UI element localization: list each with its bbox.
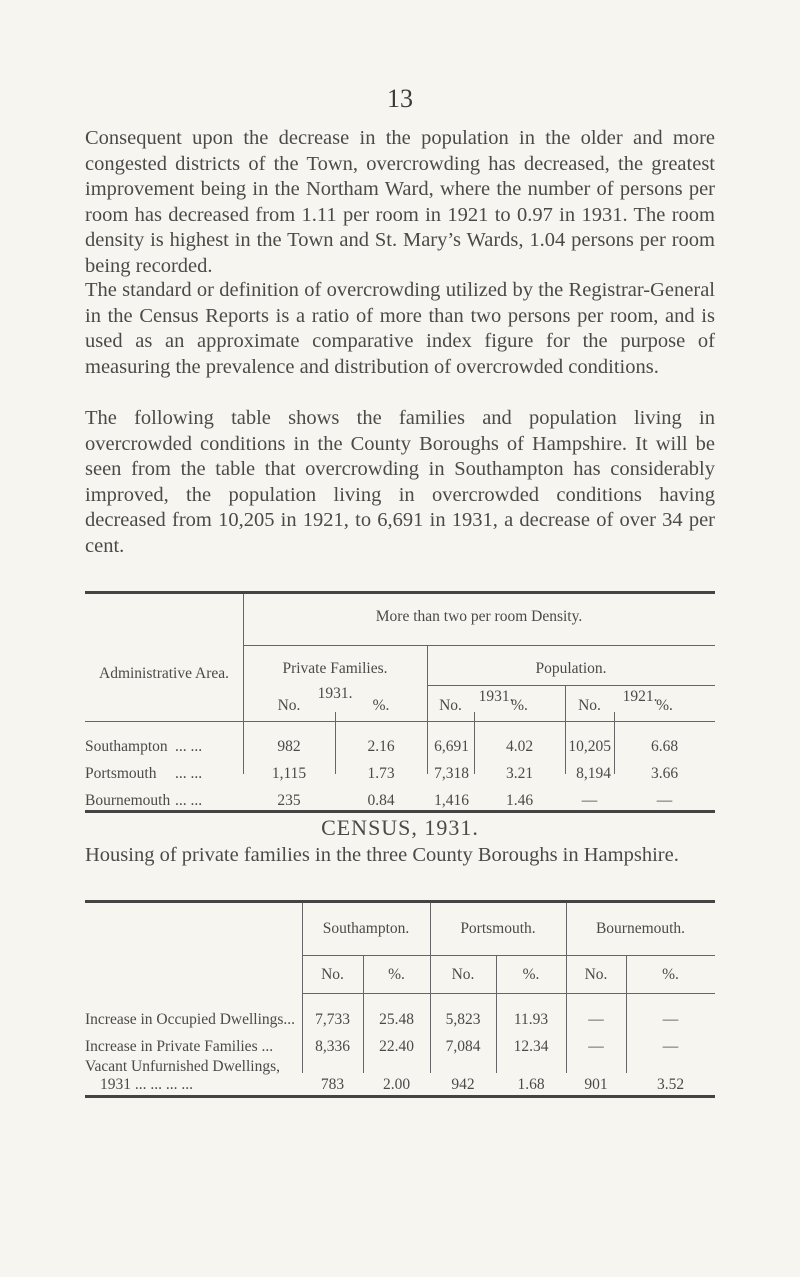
header-southampton: Southampton. — [322, 920, 410, 937]
row-p21-no: — — [581, 792, 598, 809]
row-p21-pct: — — [656, 792, 673, 809]
row-b-pct: 3.52 — [656, 1076, 685, 1093]
row-pf-pct: 0.84 — [367, 792, 395, 809]
header-density: More than two per room Density. — [375, 608, 583, 625]
row-dots: ... ... — [175, 738, 203, 755]
table2-bottom-rule — [85, 1095, 715, 1098]
row-pf-no: 1,115 — [271, 765, 307, 782]
row-p21-pct: 6.68 — [650, 738, 679, 755]
table1-rule-header — [85, 721, 715, 722]
row-p-pct: 12.34 — [513, 1038, 549, 1055]
row-b-no: — — [588, 1038, 604, 1055]
row-pf-no: 982 — [277, 738, 301, 755]
header-portsmouth: Portsmouth. — [460, 920, 536, 937]
col-pct-b: %. — [662, 966, 679, 983]
census-title: CENSUS, 1931. — [321, 815, 479, 840]
row-label-cont: 1931 ... ... ... ... — [100, 1076, 193, 1093]
row-label: Vacant Unfurnished Dwellings, — [85, 1058, 280, 1075]
table1-bottom-rule — [85, 810, 715, 813]
col-no-p21: No. — [578, 697, 601, 714]
header-private-families: Private Families. — [282, 660, 388, 677]
row-area: Bournemouth — [85, 792, 171, 809]
table2-rule-header — [302, 993, 715, 994]
paragraph-2: The standard or definition of overcrowding utilized by the Registrar-General in the Census Reports is a ratio of more than two persons per room, and is used as an approximate comparative index figure for the purpose of measuring the prevalence and distribution of overcrowded conditions. — [85, 279, 715, 378]
row-area: Portsmouth — [85, 765, 157, 782]
row-b-no: — — [588, 1011, 604, 1028]
row-s-pct: 2.00 — [382, 1076, 411, 1093]
year-pop-1921: 1921. — [622, 688, 658, 705]
row-p-pct: 11.93 — [513, 1011, 549, 1028]
year-pop-1931: 1931. — [478, 688, 514, 705]
paragraph-3: The following table shows the families and population living in overcrowded conditions in the County Boroughs of Hampshire. It will be seen from the table that overcrowding in Southampton has considerably improved, the population living in overcrowded conditions having decreased from 10,205 in 1921, to 6,691 in 1931, a decrease of over 34 per cent. — [85, 407, 715, 557]
table2-top-rule — [85, 900, 715, 903]
col-no-p: No. — [451, 966, 475, 983]
row-s-pct: 25.48 — [379, 1011, 414, 1028]
table1-top-rule — [85, 591, 715, 594]
table1-rule-pop — [427, 685, 715, 686]
col-pct-p31: %. — [511, 697, 528, 714]
row-pf-no: 235 — [277, 792, 301, 809]
row-pf-pct: 2.16 — [367, 738, 395, 755]
row-s-no: 8,336 — [315, 1038, 350, 1055]
paragraph-1: Consequent upon the decrease in the population in the older and more congested districts of the Town, overcrowding has decreased, the greatest improvement being in the Northam Ward, where the number of persons per room has decreased from 1.11 per room in 1921 to 0.97 in 1931. The room density is highest in the Town and St. Mary’s Wards, 1.04 persons per room being recorded. — [85, 127, 715, 277]
row-p-no: 5,823 — [445, 1011, 481, 1028]
table1-rule-density — [243, 645, 715, 646]
row-s-pct: 22.40 — [379, 1038, 414, 1055]
row-p21-no: 10,205 — [568, 738, 611, 755]
row-area: Southampton — [85, 738, 168, 755]
header-admin-area: Administrative Area. — [99, 665, 229, 682]
row-p21-no: 8,194 — [576, 765, 611, 782]
year-private-1931: 1931. — [317, 685, 353, 702]
row-p31-pct: 1.46 — [505, 792, 534, 809]
row-label: Increase in Occupied Dwellings... — [85, 1011, 296, 1028]
row-s-no: 7,733 — [315, 1011, 350, 1028]
row-s-no: 783 — [320, 1076, 345, 1093]
row-pf-pct: 1.73 — [367, 765, 395, 782]
row-p31-no: 6,691 — [434, 738, 469, 755]
row-label: Increase in Private Families ... — [85, 1038, 274, 1055]
row-b-no: 901 — [584, 1076, 608, 1093]
row-b-pct: — — [662, 1038, 679, 1055]
header-population: Population. — [535, 660, 607, 677]
col-no-pf: No. — [277, 697, 301, 714]
col-pct-p: %. — [522, 966, 540, 983]
page-number: 13 — [387, 84, 413, 113]
row-p31-no: 1,416 — [434, 792, 469, 809]
row-dots: ... ... — [175, 765, 203, 782]
row-dots: ... ... — [175, 792, 203, 809]
col-pct-s: %. — [388, 966, 405, 983]
row-p-no: 942 — [451, 1076, 475, 1093]
header-bournemouth: Bournemouth. — [595, 920, 686, 937]
col-no-b: No. — [584, 966, 608, 983]
col-no-p31: No. — [439, 697, 462, 714]
col-pct-pf: %. — [372, 697, 390, 714]
row-p31-pct: 4.02 — [505, 738, 534, 755]
row-p31-pct: 3.21 — [505, 765, 534, 782]
row-p21-pct: 3.66 — [650, 765, 679, 782]
row-p-pct: 1.68 — [517, 1076, 545, 1093]
col-no-s: No. — [321, 966, 344, 983]
row-b-pct: — — [662, 1011, 679, 1028]
row-p-no: 7,084 — [445, 1038, 481, 1055]
housing-title: Housing of private families in the three County Boroughs in Hampshire. — [85, 844, 679, 866]
col-pct-p21: %. — [656, 697, 673, 714]
row-p31-no: 7,318 — [434, 765, 469, 782]
